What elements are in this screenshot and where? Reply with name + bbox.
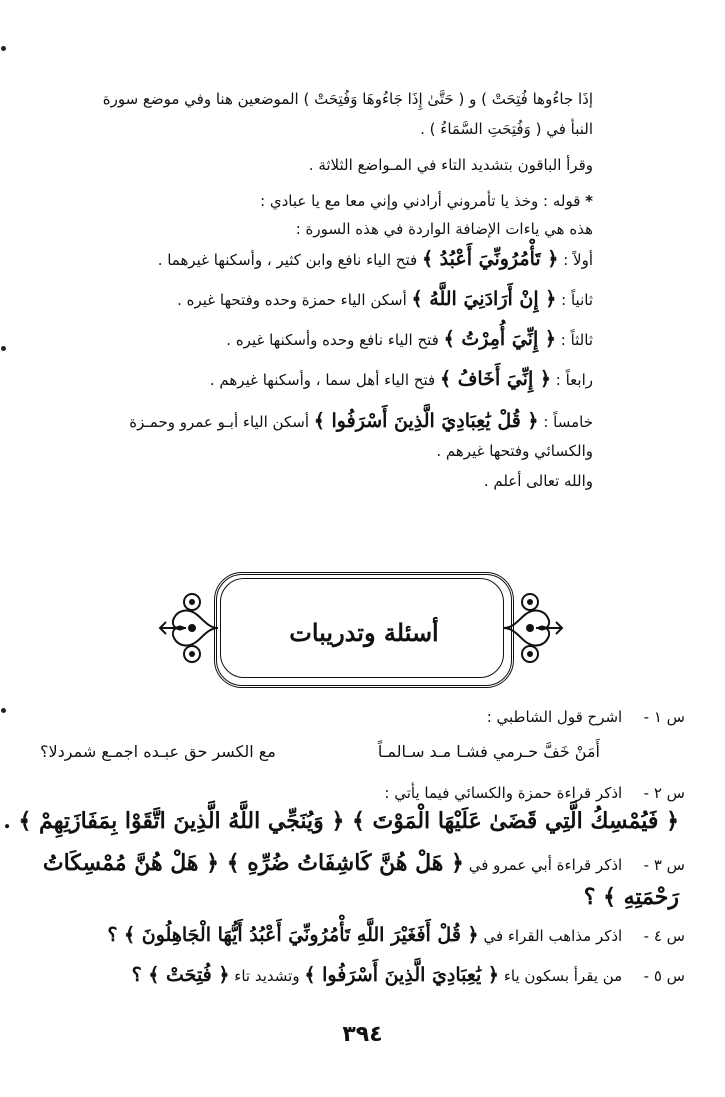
- poem-hemistich-left: مع الكسر حق عبـده اجمـع شمردلا؟: [40, 742, 276, 761]
- question-item: [40, 708, 685, 732]
- quran-verse: ﴿ قُلْ أَفَغَيْرَ اللَّهِ تَأْمُرُونِّيَ أَعْبُدُ أَيُّهَا الْجَاهِلُونَ ﴾ ؟: [107, 924, 479, 946]
- item-text: أسكن الياء أبـو عمرو وحمـزة: [129, 413, 309, 431]
- margin-mark: [1, 46, 6, 51]
- question-text: اذكر مذاهب القراء في: [483, 927, 623, 945]
- list-item: [60, 328, 593, 354]
- list-item: [60, 410, 593, 436]
- question-number: س ١ -: [643, 708, 685, 726]
- poem-hemistich-right: أَمَنْ خَفَّ حـرمي فشـا مـد سـالمـاً: [377, 742, 600, 761]
- item-text: فتح الياء نافع وابن كثير ، وأسكنها غيرهما .: [157, 251, 418, 269]
- question-number: س ٤ -: [643, 927, 685, 945]
- quran-verse: ﴿ يَٰعِبَادِيَ الَّذِينَ أَسْرَفُوا ﴾: [304, 964, 500, 986]
- quran-verse: ﴿ فَيُمْسِكُ الَّتِي قَضَىٰ عَلَيْهَا الْمَوْتَ ﴾ ﴿ وَيُنَجِّي اللَّهُ الَّذِينَ اتَّقَوْا بِمَفَازَتِهِمْ ﴾ .: [3, 808, 679, 834]
- text-line: هذه هي ياءات الإضافة الواردة في هذه السورة :: [295, 220, 593, 238]
- text-line: والكسائي وفتحها غيرهم .: [436, 442, 593, 460]
- quran-verse: ﴿ قُلْ يَٰعِبَادِيَ الَّذِينَ أَسْرَفُوا ﴾: [313, 410, 539, 432]
- question-text: وتشديد تاء: [234, 967, 300, 985]
- item-label: خامساً :: [543, 413, 593, 431]
- question-number: س ٣ -: [643, 856, 685, 874]
- item-text: فتح الياء نافع وحده وأسكنها غيره .: [226, 331, 439, 349]
- question-item: [40, 850, 685, 884]
- question-number: س ٢ -: [643, 784, 685, 802]
- poem-verse: [40, 732, 685, 772]
- item-text: فتح الياء أهل سما ، وأسكنها غيرهم .: [209, 371, 436, 389]
- upper-text: [60, 88, 593, 492]
- quran-verse: ﴿ هَلْ هُنَّ كَاشِفَاتُ ضُرِّهِ ﴾ ﴿ هَلْ هُنَّ مُمْسِكَاتُ: [42, 850, 464, 876]
- bullet-marker: *: [585, 192, 593, 210]
- list-item: [60, 288, 593, 314]
- margin-mark: [1, 708, 6, 713]
- item-label: رابعاً :: [555, 371, 593, 389]
- question-number: س ٥ -: [643, 967, 685, 985]
- item-text: أسكن الياء حمزة وحده وفتحها غيره .: [177, 291, 407, 309]
- margin-mark: [1, 346, 6, 351]
- quran-verse: ﴿ إِنِّيَ أُمِرْتُ ﴾: [443, 328, 556, 350]
- question-verse-line: [3, 808, 685, 842]
- list-item: [60, 248, 593, 274]
- section-title: أسئلة وتدريبات: [289, 618, 439, 647]
- text-line: [60, 190, 593, 212]
- quran-verse: رَحْمَتِهِ ﴾ ؟: [583, 884, 679, 910]
- item-label: ثانياً :: [561, 291, 593, 309]
- text-line: النبأ في ( وَفُتِحَتِ السَّمَاءُ ) .: [420, 120, 593, 138]
- question-text: اذكر قراءة حمزة والكسائي فيما يأتي :: [384, 784, 623, 802]
- text-span: قوله : وخذ يا تأمروني أرادني وإني معا مع يا عبادي :: [260, 192, 581, 210]
- poem-line: [40, 742, 600, 761]
- question-item: [40, 784, 685, 808]
- question-text: اشرح قول الشاطبي :: [486, 708, 623, 726]
- right-ornament-icon: [500, 588, 566, 668]
- item-label: ثالثاً :: [560, 331, 593, 349]
- quran-verse: ﴿ إِنْ أَرَادَنِيَ اللَّهُ ﴾: [411, 288, 557, 310]
- text-line: إذَا جاءُوها فُتِحَتْ ) و ( حَتَّىٰ إِذَا جَاءُوهَا وَفُتِحَتْ ) الموضعين هنا وفي موضع سورة: [102, 90, 593, 108]
- left-ornament-icon: [156, 588, 222, 668]
- quran-verse: ﴿ تَأْمُرُونِّيَ أَعْبُدُ ﴾: [421, 248, 559, 270]
- question-verse-line: [40, 884, 685, 920]
- quran-verse: ﴿ فُتِحَتْ ﴾ ؟: [131, 964, 230, 986]
- text-line: وقرأ الباقون بتشديد التاء في المـواضع الثلاثة .: [308, 156, 593, 174]
- page-number: ٣٩٤: [342, 1022, 383, 1047]
- quran-verse: ﴿ إِنِّيَ أَخَافُ ﴾: [439, 368, 551, 390]
- item-label: أولاً :: [563, 251, 593, 269]
- question-text: اذكر قراءة أبي عمرو في: [468, 856, 623, 874]
- text-line: والله تعالى أعلم .: [483, 472, 593, 490]
- question-item: [40, 924, 685, 960]
- question-item: [40, 964, 685, 1000]
- list-item: [60, 368, 593, 394]
- questions-section: [3, 708, 685, 1000]
- question-text: من يقرأ بسكون ياء: [503, 967, 623, 985]
- section-title-frame: [156, 568, 566, 686]
